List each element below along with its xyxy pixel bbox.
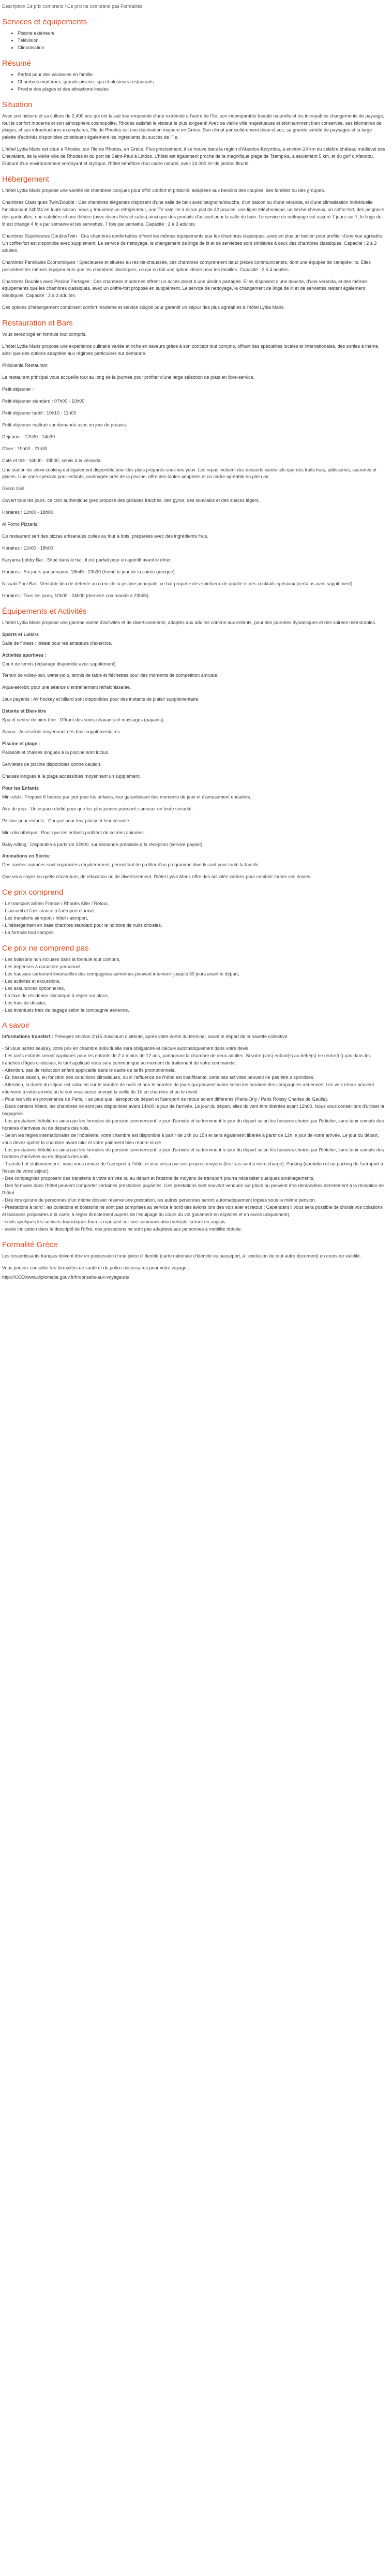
ce-prix-ne-comprend-pas-list [2,956,386,1014]
subheading: Piscine et plage : [2,741,40,747]
list-item: • Piscine extérieure [18,30,386,37]
paragraph: Les ressortissants français doivent être en possession d'une pièce d'identité (carte nationale d'identité ou passeport, à l'exclusion de tout autre document) en cours de validité. [2,1253,361,1259]
paragraph: Mini-club : Proposé 6 heures par jour pour les enfants, leur garantissant des moments de jeux et d'amusement encadrés. [2,794,251,800]
paragraph: L'hôtel Lydia Maris propose une expérience culinaire variée et riche en saveurs grâce à son concept tout compris, offrant des spécialités locales et internationales, des sorties à thème, ainsi que des options adaptées aux régimes particuliers sur demande. [2,344,380,357]
list-item: - Les assurances optionnelles, [2,985,65,991]
paragraph: Avec son histoire et sa culture de 2,400 ans qui ont laissé leur empreinte d'une extrémité à l'autre de l'île, son incomparable beauté naturelle et les incroyables changements de paysage, tout le confort moderne et son atmosphère cosmopolite, Rhodes satisfait le visiteur le plus exigeant! Avec sa vieille ville majestueuse et étonnamment bien conservée, ses kilomètres de plages, et ses infrastructures exemplaires, l'île de Rhodes est une destination majeure en Grèce. Son climat particulièrement doux et sec, sa grande variété de paysages et la large palette d'activités disponibles constituent également les ingrédients du succès de l'île. [2,113,384,140]
hours-line: Petit-déjeuner maltraé sur demande avec un jour de préavis. [2,422,127,427]
paragraph: Chambres Classiques Twin/Double : Ces chambres élégantes disposent d'une salle de bain avec baignoire/douche, d'un balcon ou d'une véranda, et d'une climatisation individuelle fonctionnant 24h/24 en toute saison. Vous y trouverez un réfrigérateur, une TV satellite à écran plat de 32 pouces, une ligne téléphonique, un sèche-cheveux, un coffre-fort, des peignoirs, des pantoufles, une cafetière et une théière (avec divers thés et cafés) ainsi que des produits d'accueil pour la salle de bain. Le service de nettoyage est assuré 7 jours sur 7, le linge de lit est changé 4 fois par semaine et les serviettes, 7 fois par semaine. Capacité : 2 à 3 adultes. [2,200,386,227]
paragraph: Aqua-aérobic pour une séance d'entraînement rafraîchissante. [2,685,131,690]
paragraph: Jeux payants : Air hockey et billard sont disponibles pour des instants de plaisir supplémentaire. [2,697,200,702]
subheading: Animations en Soirée [2,853,50,859]
restaurant-name: Philoxenia Restaurant [2,363,48,368]
list-item: - Des formules dans l'hôtel peuvent comporter certaines prestations payantes. Ces prestations sont souvent vendues sur place ou peuvent être demandées directement à la réception de l'hôtel. [2,1183,384,1196]
link-text[interactable]: http://XXXXwww.diplomatie.gouv.fr/fr/conseils-aux-voyageurs/ [2,1274,129,1280]
ce-prix-ne-comprend-pas-title: Ce prix ne comprend pas [2,943,89,953]
paragraph: Ce restaurant sert des pizzas artisanales cuites au four à bois, préparées avec des ingrédients frais. [2,534,208,539]
list-item: - L'hébergement en base chambre standard pour le nombre de nuits choisies, [2,923,162,928]
paragraph: Baby-sitting : Disponible à partir de 22h00, sur demande préalable à la réception (service payant). [2,841,204,847]
restauration-section [2,319,386,600]
resume-list [2,71,386,93]
paragraph: Vous pouvez consulter les formalités de santé et de police nécessaires pour votre voyage : [2,1265,189,1270]
paragraph: Nissaki Pool Bar : Véritable lieu de détente au cœur de la piscine principale, ce bar propose des spiritueux de qualité et des cocktails spéciaux (certains avec supplément). [2,581,354,586]
hours-line: Déjeuner : 12h30 - 14h30 [2,434,55,439]
restaurant-name: Al Forno Pizzeria [2,522,38,527]
list-item: - Les boissons non incluses dans la formule tout compris, [2,956,120,962]
formalite-title: Formalité Grèce [2,1240,58,1249]
paragraph: Chambres Doubles avec Piscine Partagée : Ces chambres modernes offrent un accès direct à une piscine partagée. Elles disposent d'une douche, d'une véranda, et des mêmes équipements que les chambres classiques, avec un coffre-fort proposé en supplément. Le service de nettoyage, le changement de linge de lit et de serviettes restent également identiques. Capacité : 2 à 3 adultes. [2,278,368,299]
list-item: - Pour les vols en provenance de Paris, il se peut que l'aéroport de départ et l'aéroport de retour soient différents (Paris-Orly / Paris Roissy Charles de Gaulle). [2,1096,328,1102]
list-item: - Les frais de dossier, [2,1000,47,1005]
services-section [2,18,386,52]
list-item: - Transfert et stationnement : vous vous rendez de l'aéroport à l'hôtel et vice versa par vos propres moyens (les frais sont à votre charge). Parking (quotidien et au parking de l'aéroport à l'issue de votre séjour). [2,1161,383,1174]
hours-line: Horaires : 11h00 - 18h00 [2,510,53,515]
list-item: - L'accueil et l'assistance à l'aéroport d'arrivé, [2,908,96,914]
resume-section [2,59,386,93]
list-item: • Parfait pour des vacances en famille [18,71,386,79]
ce-prix-comprend-title: Ce prix comprend [2,888,64,897]
hours-line: Dîner : 19h00 - 21h30 [2,446,48,451]
ce-prix-comprend-list [2,900,386,937]
situation-section [2,100,386,168]
paragraph: Salle de fitness : Idéale pour les amateurs d'exercice. [2,640,112,646]
hours-line: Petit-déjeuner tardif : 10h10 - 11h00 [2,410,77,416]
paragraph: Piscine pour enfants : Conçue pour leur plaisir et leur sécurité. [2,818,131,823]
list-item: - Les dépenses à caractère personnel, [2,964,82,969]
paragraph: Terrain de volley-ball, water-polo, tennis de table et fléchettes pour des moments de compétition amicale. [2,673,219,678]
lead-label: Informations transfert : [2,1034,54,1040]
list-item: - Des compagnies proposent des transferts à votre arrivée ou au départ et l'attente de moyens de transport pourra nécessiter quelques aménagements. [2,1176,315,1181]
list-item: • Chambres modernes, grande piscine, spa et plusieurs restaurants [18,79,386,86]
restauration-title: Restauration et Bars [2,319,73,328]
hebergement-title: Hébergement [2,175,49,184]
list-item: - Les activités et excursions, [2,978,61,984]
list-item: - Selon les règles internationales de l'hôtellerie, votre chambre est disponible à partir de 14h ou 15h et sera également libérée à partir de 12h le jour de votre arrivée. Le jour du départ, vous devez quitter la chambre avant midi et votre paiement bien rendre la clé. [2,1132,379,1145]
list-item: - Dans certains hôtels, les chambres ne sont pas disponibles avant 14h00 le jour de l'arrivée. Le jour du départ, elles doivent être libérées avant 12h00. Nous vous conseillons d'utiliser la bagagerie. [2,1103,384,1116]
paragraph: Chambres Supérieures Double/Twin : Ces chambres confortables offrent les mêmes équipements que les chambres classiques, avec en plus un balcon pour profiter d'une vue agréable. Un coffre-fort est disponible avec supplément. Le service de nettoyage, le changement de linge de lit et de serviettes sont similaires à ceux des chambres classiques. Capacité : 2 à 3 adultes. [2,233,383,253]
paragraph: Le restaurant principal vous accueille tout au long de la journée pour profiter d'une large sélection de plats en libre-service. [2,375,255,380]
list-item: - Dès lors qu'une de personnes d'un même dossier réserve une prestation, les autres personnes seront automatiquement logées sous la même pension. [2,1197,316,1203]
list-item: - Les transferts aéroport / hôtel / aéroport, [2,915,88,921]
list-item: - Les hausses carburant éventuelles des compagnies aériennes pouvant intervenir jusqu'à 30 jours avant le départ, [2,971,239,976]
paragraph: Serviettes de piscine disponibles contre caution. [2,761,102,767]
list-item: • Proche des plages et des attractions locales [18,86,386,93]
paragraph: Karyama Lobby Bar : Situé dans le hall, il est parfait pour un apéritif avant le dîner. [2,557,172,562]
paragraph [2,1033,386,1041]
hours-line: Café et thé : 16h00 - 18h00, servis à la véranda. [2,457,102,463]
paragraph: Vous serez logé en formule tout compris. [2,332,87,337]
paragraph: Sauna : Accessible moyennant des frais supplémentaires. [2,729,122,735]
paragraph: L'hôtel Lydia Maris propose une gamme variée d'activités et de divertissements, adaptés aux adultes comme aux enfants, pour des journées dynamiques et des soirées mémorables. [2,619,376,625]
subheading: Détente et Bien-être [2,708,47,714]
paragraph: Des soirées animées sont organisées régulièrement, permettant de profiter d'un programme divertissant pour toute la famille. [2,862,260,868]
equipements-title: Équipements et Activités [2,606,87,616]
list-item: - La taxe de résidence climatique à régler sur place, [2,993,109,998]
paragraph: Mini-discothèque : Pour que les enfants profitent de soirées animées. [2,830,145,835]
a-savoir-section [2,1021,386,1233]
paragraph: Chaises longues à la plage accessibles moyennant un supplément. [2,773,141,779]
list-item: - Les prestations hôtelières ainsi que les formules de pension commencent le jour d'arrivée et se terminent le jour du départ selon les horaires choisis par l'hôtelier, sans tenir compte des horaires d'arrivées ou de départs des vols. [2,1147,384,1160]
equipements-section [2,607,386,881]
list-item: - Si vous partez seul(e), votre prix en chambre individuelle sera obligatoire et calculé automatiquement dans votre devis. [2,1046,250,1052]
paragraph: Aire de jeux : Un espace dédié pour que les plus jeunes puissent s'amuser en toute sécurité. [2,806,193,811]
list-item: - Les tarifs enfants seront appliqués pour les enfants de 2 à moins de 12 ans, partageant la chambre de deux adultes. Si votre (vos) enfant(s) au bébé(s) ne rentre(nt) pas dans les tranches d'âges ci-dessus, le tarif appliqué vous sera communiqué au moment du traitement de votre commande. [2,1053,371,1066]
paragraph: Parasols et chaises longues à la piscine sont inclus. [2,750,110,755]
list-item: - Les prestations hôtelières ainsi que les formules de pension commencent le jour d'arrivée et se terminent le jour du départ selon les horaires choisis par l'hôtelier, sans tenir compte des horaires d'arrivées ou de départs des vols. [2,1118,384,1131]
list-item: - Le transport aérien France / Rhodes Aller / Retour, [2,901,109,907]
hours-line: Horaires : Tous les jours, 10h00 - 24h00 (dernière commande à 23h55). [2,593,150,598]
hours-line: Horaires : Six jours par semaine, 18h45 - 23h30 (fermé le jour de la soirée grecque). [2,569,176,574]
page [0,0,388,1291]
subheading: Sports et Loisirs [2,631,39,637]
resume-title: Résumé [2,58,31,68]
paragraph: Spa et centre de bien-être : Offrant des soins relaxants et massages (payants). [2,717,165,723]
list-item: - Attention, pas de réduction enfant applicable dans le cadre de tarifs promotionnels. [2,1068,176,1073]
paragraph: Court de tennis (éclairage disponible avec supplément). [2,661,117,667]
ce-prix-ne-comprend-pas-section [2,944,386,1014]
restaurant-name: Greco Grill [2,486,25,492]
list-item: - Les éventuels frais de bagage selon la compagnie aérienne. [2,1007,129,1013]
lead-text: Prévoyez environ 1h15 maximum d'attente, après votre sortie du terminal, avant le départ de la navette collective. [53,1034,289,1040]
formalite-section [2,1240,386,1281]
list-item: - En basse saison, en fonction des conditions climatiques, ou si l'affluence de l'hôtel est insuffisante, certaines activités peuvent ne pas être disponibles. [2,1075,314,1080]
services-list [2,30,386,52]
subheading: Activités sportives : [2,652,47,658]
hours-line: Petit-déjeuner standard : 07h00 - 10h00 [2,398,85,404]
subheading: Pour les Enfants [2,785,39,791]
list-item: - seuls quelques les services touristiques fournis reposent sur une communication verbale, seront en anglais [2,1219,225,1224]
paragraph: Chambres Familiales Économiques : Spacieuses et situées au rez-de-chaussée, ces chambres comprennent deux pièces communicantes, dont une équipée de canapés-lits. Elles possèdent les mêmes équipements que les chambres classiques, ce qui en fait une option idéale pour les familles. Capacité : 2 à 4 adultes. [2,259,371,272]
ce-prix-comprend-section [2,888,386,937]
list-item: - La formule tout compris. [2,930,55,935]
paragraph: L'hôtel Lydia Maris propose une variété de chambres conçues pour offrir confort et praticité, adaptées aux besoins des couples, des familles ou des groupes. [2,188,325,194]
situation-title: Situation [2,100,33,109]
a-savoir-list [2,1045,386,1233]
hours-line: Horaires : 11h00 - 18h00 [2,545,53,551]
a-savoir-title: A savoir [2,1021,30,1030]
paragraph: Ouvert tous les jours, ce coin authentique grec propose des grillades fraîches, des gyros, des souvlakis et des snacks légers. [2,498,260,504]
list-item: - Prestations à bord : les collations et boissons ne sont pas comprises au service à bord des avions lors des vols aller et retour ; Cependant il vous sera possible de choisir vos collations et boissons proposées à la carte, à régler directement auprès de l'équipage du cours du vol (paiement en espèces et en euros uniquement). [2,1205,383,1217]
list-item: - seule indication dans le descriptif de l'offre, nos prestations ne sont pas adaptées aux personnes à mobilité réduite. [2,1226,242,1232]
paragraph: L'hôtel Lydia Maris est situé à Rhodes, sur l'île de Rhodes, en Grèce. Plus précisément, il se trouve dans la région d'Afandou-Kolymbia, à environ 24 km du célèbre château médiéval des Chevaliers, de la vieille ville de Rhodes et du port de Saint-Paul à Lindos. L'hôtel est également proche de la magnifique plage de Tsampika, à seulement 5 km, et du golf d'Afandou. Entouré d'un environnement verdoyant et idyllique, l'hôtel bénéficie d'un cadre naturel, avec 24 000 m² de jardins fleuris. [2,146,385,167]
paragraph: Que vous soyez en quête d'aventure, de relaxation ou de divertissement, l'hôtel Lydia Maris offre des activités variées pour combler toutes vos envies. [2,874,312,880]
list-item: • Climatisation [18,45,386,52]
list-item: - Attention, la durée du séjour est calculée sur le nombre de nuits et non le nombre de jours qui peuvent varier selon les horaires des compagnies aériennes. Les vols retour peuvent intervenir à votre arrivée ou le soir vous serez envoyé la veille de 1h en chambre et ou le réveil. [2,1082,374,1094]
list-item: • Télévision [18,37,386,45]
hebergement-section [2,175,386,312]
hours-line: Petit-déjeuner : [2,386,34,392]
paragraph: Ces options d'hébergement combinent confort moderne et service soigné pour garantir un séjour des plus agréables à l'hôtel Lydia Maris. [2,305,285,310]
paragraph: Une station de show cooking est également disponible pour des plats préparés sous vos yeux. Les repas incluent des desserts variés tels que des fruits frais, pâtisseries, sucreries et glaces. Une zone spéciale pour enfants, aménagée près de la piscine, offre des tables adaptées et un cadre agréable en plein air. [2,467,376,480]
services-title: Services et équipements [2,17,87,26]
tab-nav-line[interactable]: Description Ce prix comprend / Ce prix ne comprend pas Formalités [2,4,143,9]
